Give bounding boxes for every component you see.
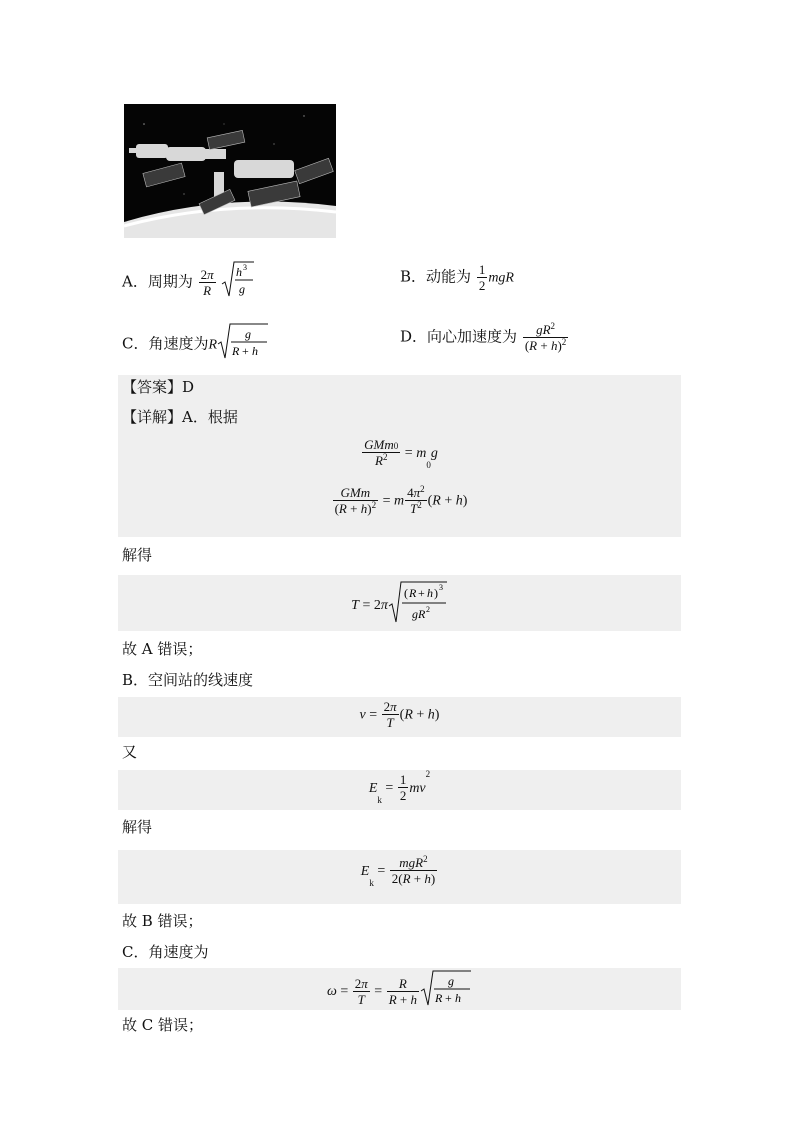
b-intro-text: B．空间站的线速度 xyxy=(122,671,254,689)
svg-text:3: 3 xyxy=(438,583,443,592)
svg-text:g: g xyxy=(448,974,454,988)
svg-text:h: h xyxy=(455,991,461,1005)
again-text: 又 xyxy=(122,743,138,761)
b-wrong-text: 故 B 错误； xyxy=(122,912,203,930)
option-a-formula: $\frac{2\pi}{R}$ xyxy=(200,267,214,298)
svg-text:+: + xyxy=(417,586,425,600)
answer-line: 【答案】D xyxy=(122,378,195,396)
svg-text:R: R xyxy=(408,586,417,600)
solve-text-2: 解得 xyxy=(122,818,153,836)
space-station-image xyxy=(124,104,336,238)
equation-angular: ω = $\frac{2\pi}{T}$ = $\frac{R}{R + h}$ g R + h xyxy=(118,969,681,1013)
c-wrong-text: 故 C 错误； xyxy=(122,1016,204,1034)
svg-text:h: h xyxy=(236,265,243,279)
svg-text:3: 3 xyxy=(243,263,248,272)
option-d-formula: $\frac{gR^2}{(R + h)^2}$ xyxy=(524,321,567,353)
svg-text:R: R xyxy=(435,991,443,1005)
svg-text:g: g xyxy=(239,282,246,296)
option-a-sqrt xyxy=(221,260,255,305)
detail-heading: 【详解】A．根据 xyxy=(122,408,238,426)
svg-text:h: h xyxy=(252,344,259,358)
option-d-label: D．向心加速度为 xyxy=(400,327,518,346)
equation-orbit: $\frac{\text{GMm}}{(R + h)^2}$ = m $\frac{4\pi^2}{T^2}$ (R + h) xyxy=(334,484,468,516)
svg-text:2: 2 xyxy=(425,605,430,614)
a-wrong-text: 故 A 错误； xyxy=(122,640,203,658)
option-b: B．动能为 $\frac{1}{2}$ mgR xyxy=(400,262,514,293)
equation-velocity: v = $\frac{2\pi}{T}$ (R + h) xyxy=(359,699,440,730)
svg-text:gR: gR xyxy=(411,607,426,621)
equation-gravity-surface: $\frac{GMm_0}{R^2}$ = $m_0g$ xyxy=(364,437,438,470)
option-c-sqrt xyxy=(217,322,269,367)
svg-text:(: ( xyxy=(403,586,408,600)
equation-period: T = 2π ( R + h ) 3 gR 2 xyxy=(118,580,681,630)
option-b-formula: $\frac{1}{2}$ xyxy=(478,262,486,293)
option-b-label: B．动能为 xyxy=(400,267,472,286)
svg-text:h: h xyxy=(426,586,433,600)
svg-text:): ) xyxy=(433,586,438,600)
svg-text:R: R xyxy=(232,344,240,358)
option-c: C．角速度为R g R + h xyxy=(122,322,269,367)
svg-text:+: + xyxy=(242,344,249,358)
svg-text:+: + xyxy=(445,991,452,1005)
option-c-label: C．角速度为 xyxy=(122,334,209,353)
svg-text:g: g xyxy=(245,327,252,341)
option-a-label: A．周期为 xyxy=(122,272,193,291)
equation-kinetic: $E_k$ = $\frac{1}{2}$ $mv^2$ xyxy=(368,769,431,805)
c-intro-text: C．角速度为 xyxy=(122,943,209,961)
solve-text-1: 解得 xyxy=(122,546,153,564)
option-d xyxy=(400,322,569,353)
equation-kinetic-result: $E_k$ = $\frac{mgR^2}{2(R + h)}$ xyxy=(360,854,436,888)
option-a xyxy=(122,260,255,305)
